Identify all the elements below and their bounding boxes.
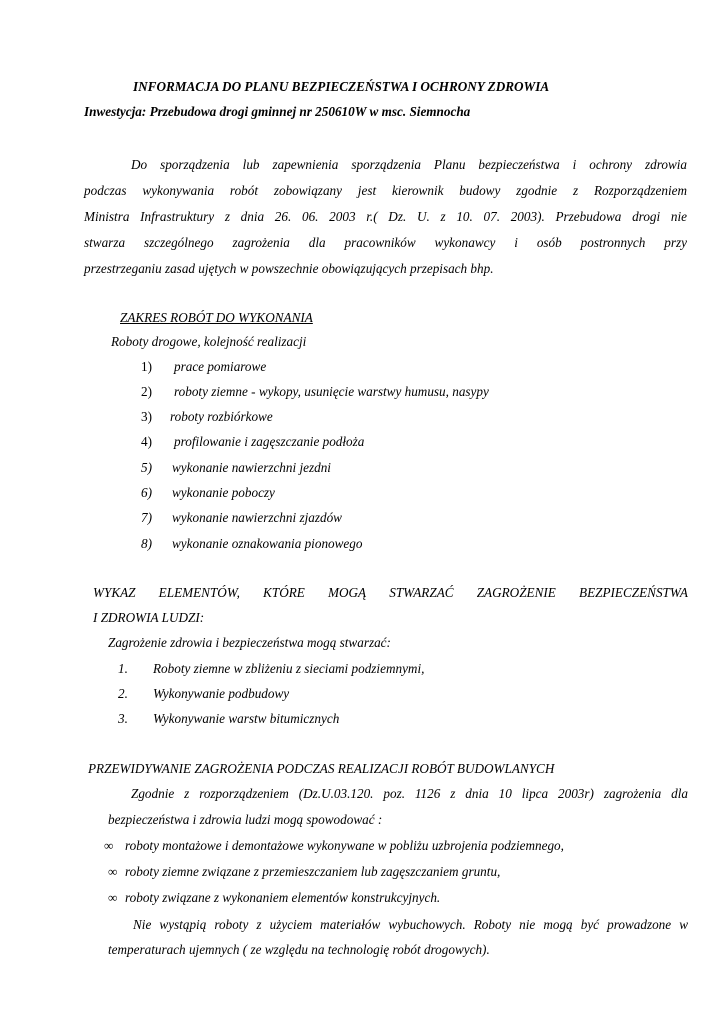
list-item: wykonanie oznakowania pionowego xyxy=(172,536,363,551)
list-item: roboty montażowe i demontażowe wykonywane w pobliżu uzbrojenia podziemnego, xyxy=(125,838,564,853)
hazards-heading: WYKAZ ELEMENTÓW, KTÓRE MOGĄ STWARZAĆ ZAGROŻENIE BEZPIECZEŃSTWA xyxy=(93,585,688,600)
document-title: INFORMACJA DO PLANU BEZPIECZEŃSTWA I OCHRONY ZDROWIA xyxy=(133,79,550,94)
intro-line: stwarza szczególnego zagrożenia dla pracowników wykonawcy i osób postronnych przy xyxy=(84,235,687,250)
list-item: Wykonywanie warstw bitumicznych xyxy=(153,711,340,726)
list-item: wykonanie poboczy xyxy=(172,485,275,500)
list-item: profilowanie i zagęszczanie podłoża xyxy=(174,434,365,449)
hazards-heading-continued: I ZDROWIA LUDZI: xyxy=(93,610,205,625)
hazards-subheading: Zagrożenie zdrowia i bezpieczeństwa mogą stwarzać: xyxy=(108,635,391,650)
scope-subheading: Roboty drogowe, kolejność realizacji xyxy=(111,334,307,349)
infinity-bullet-icon: ∞ xyxy=(104,838,114,853)
list-item-number: 2. xyxy=(118,686,128,701)
list-item-number: 6) xyxy=(141,485,152,500)
list-item: Wykonywanie podbudowy xyxy=(153,686,290,701)
list-item-number: 5) xyxy=(141,460,152,475)
list-item: roboty ziemne związane z przemieszczaniem lub zagęszczaniem gruntu, xyxy=(125,864,501,879)
intro-line: podczas wykonywania robót zobowiązany jest kierownik budowy zgodnie z Rozporządzeniem xyxy=(84,183,687,198)
list-item: roboty ziemne - wykopy, usunięcie warstwy humusu, nasypy xyxy=(174,384,489,399)
list-item: Roboty ziemne w zbliżeniu z sieciami podziemnymi, xyxy=(153,661,425,676)
forecast-heading: PRZEWIDYWANIE ZAGROŻENIA PODCZAS REALIZACJI ROBÓT BUDOWLANYCH xyxy=(88,761,555,776)
intro-line: Ministra Infrastruktury z dnia 26. 06. 2003 r.( Dz. U. z 10. 07. 2003). Przebudowa drogi nie xyxy=(84,209,687,224)
list-item: roboty rozbiórkowe xyxy=(170,409,273,424)
list-item-number: 2) xyxy=(141,384,152,399)
intro-line: Do sporządzenia lub zapewnienia sporządzenia Planu bezpieczeństwa i ochrony zdrowia xyxy=(131,157,687,172)
intro-line: przestrzeganiu zasad ujętych w powszechnie obowiązujących przepisach bhp. xyxy=(84,261,494,276)
investment-line: Inwestycja: Przebudowa drogi gminnej nr 250610W w msc. Siemnocha xyxy=(84,104,471,119)
list-item-number: 4) xyxy=(141,434,152,449)
list-item-number: 1. xyxy=(118,661,128,676)
infinity-bullet-icon: ∞ xyxy=(108,864,118,879)
list-item-number: 1) xyxy=(141,359,152,374)
list-item: prace pomiarowe xyxy=(174,359,267,374)
list-item-number: 3) xyxy=(141,409,152,424)
list-item: roboty związane z wykonaniem elementów konstrukcyjnych. xyxy=(125,890,441,905)
list-item: wykonanie nawierzchni zjazdów xyxy=(172,510,342,525)
list-item-number: 8) xyxy=(141,536,152,551)
forecast-paragraph-line: Zgodnie z rozporządzeniem (Dz.U.03.120. poz. 1126 z dnia 10 lipca 2003r) zagrożenia dla xyxy=(131,786,688,801)
list-item-number: 3. xyxy=(118,711,128,726)
forecast-paragraph-line: bezpieczeństwa i zdrowia ludzi mogą spowodować : xyxy=(108,812,383,827)
closing-line: temperaturach ujemnych ( ze względu na technologię robót drogowych). xyxy=(108,942,490,957)
infinity-bullet-icon: ∞ xyxy=(108,890,118,905)
list-item: wykonanie nawierzchni jezdni xyxy=(172,460,331,475)
scope-heading: ZAKRES ROBÓT DO WYKONANIA xyxy=(120,310,313,325)
closing-line: Nie wystąpią roboty z użyciem materiałów wybuchowych. Roboty nie mogą być prowadzone w xyxy=(133,917,688,932)
list-item-number: 7) xyxy=(141,510,152,525)
